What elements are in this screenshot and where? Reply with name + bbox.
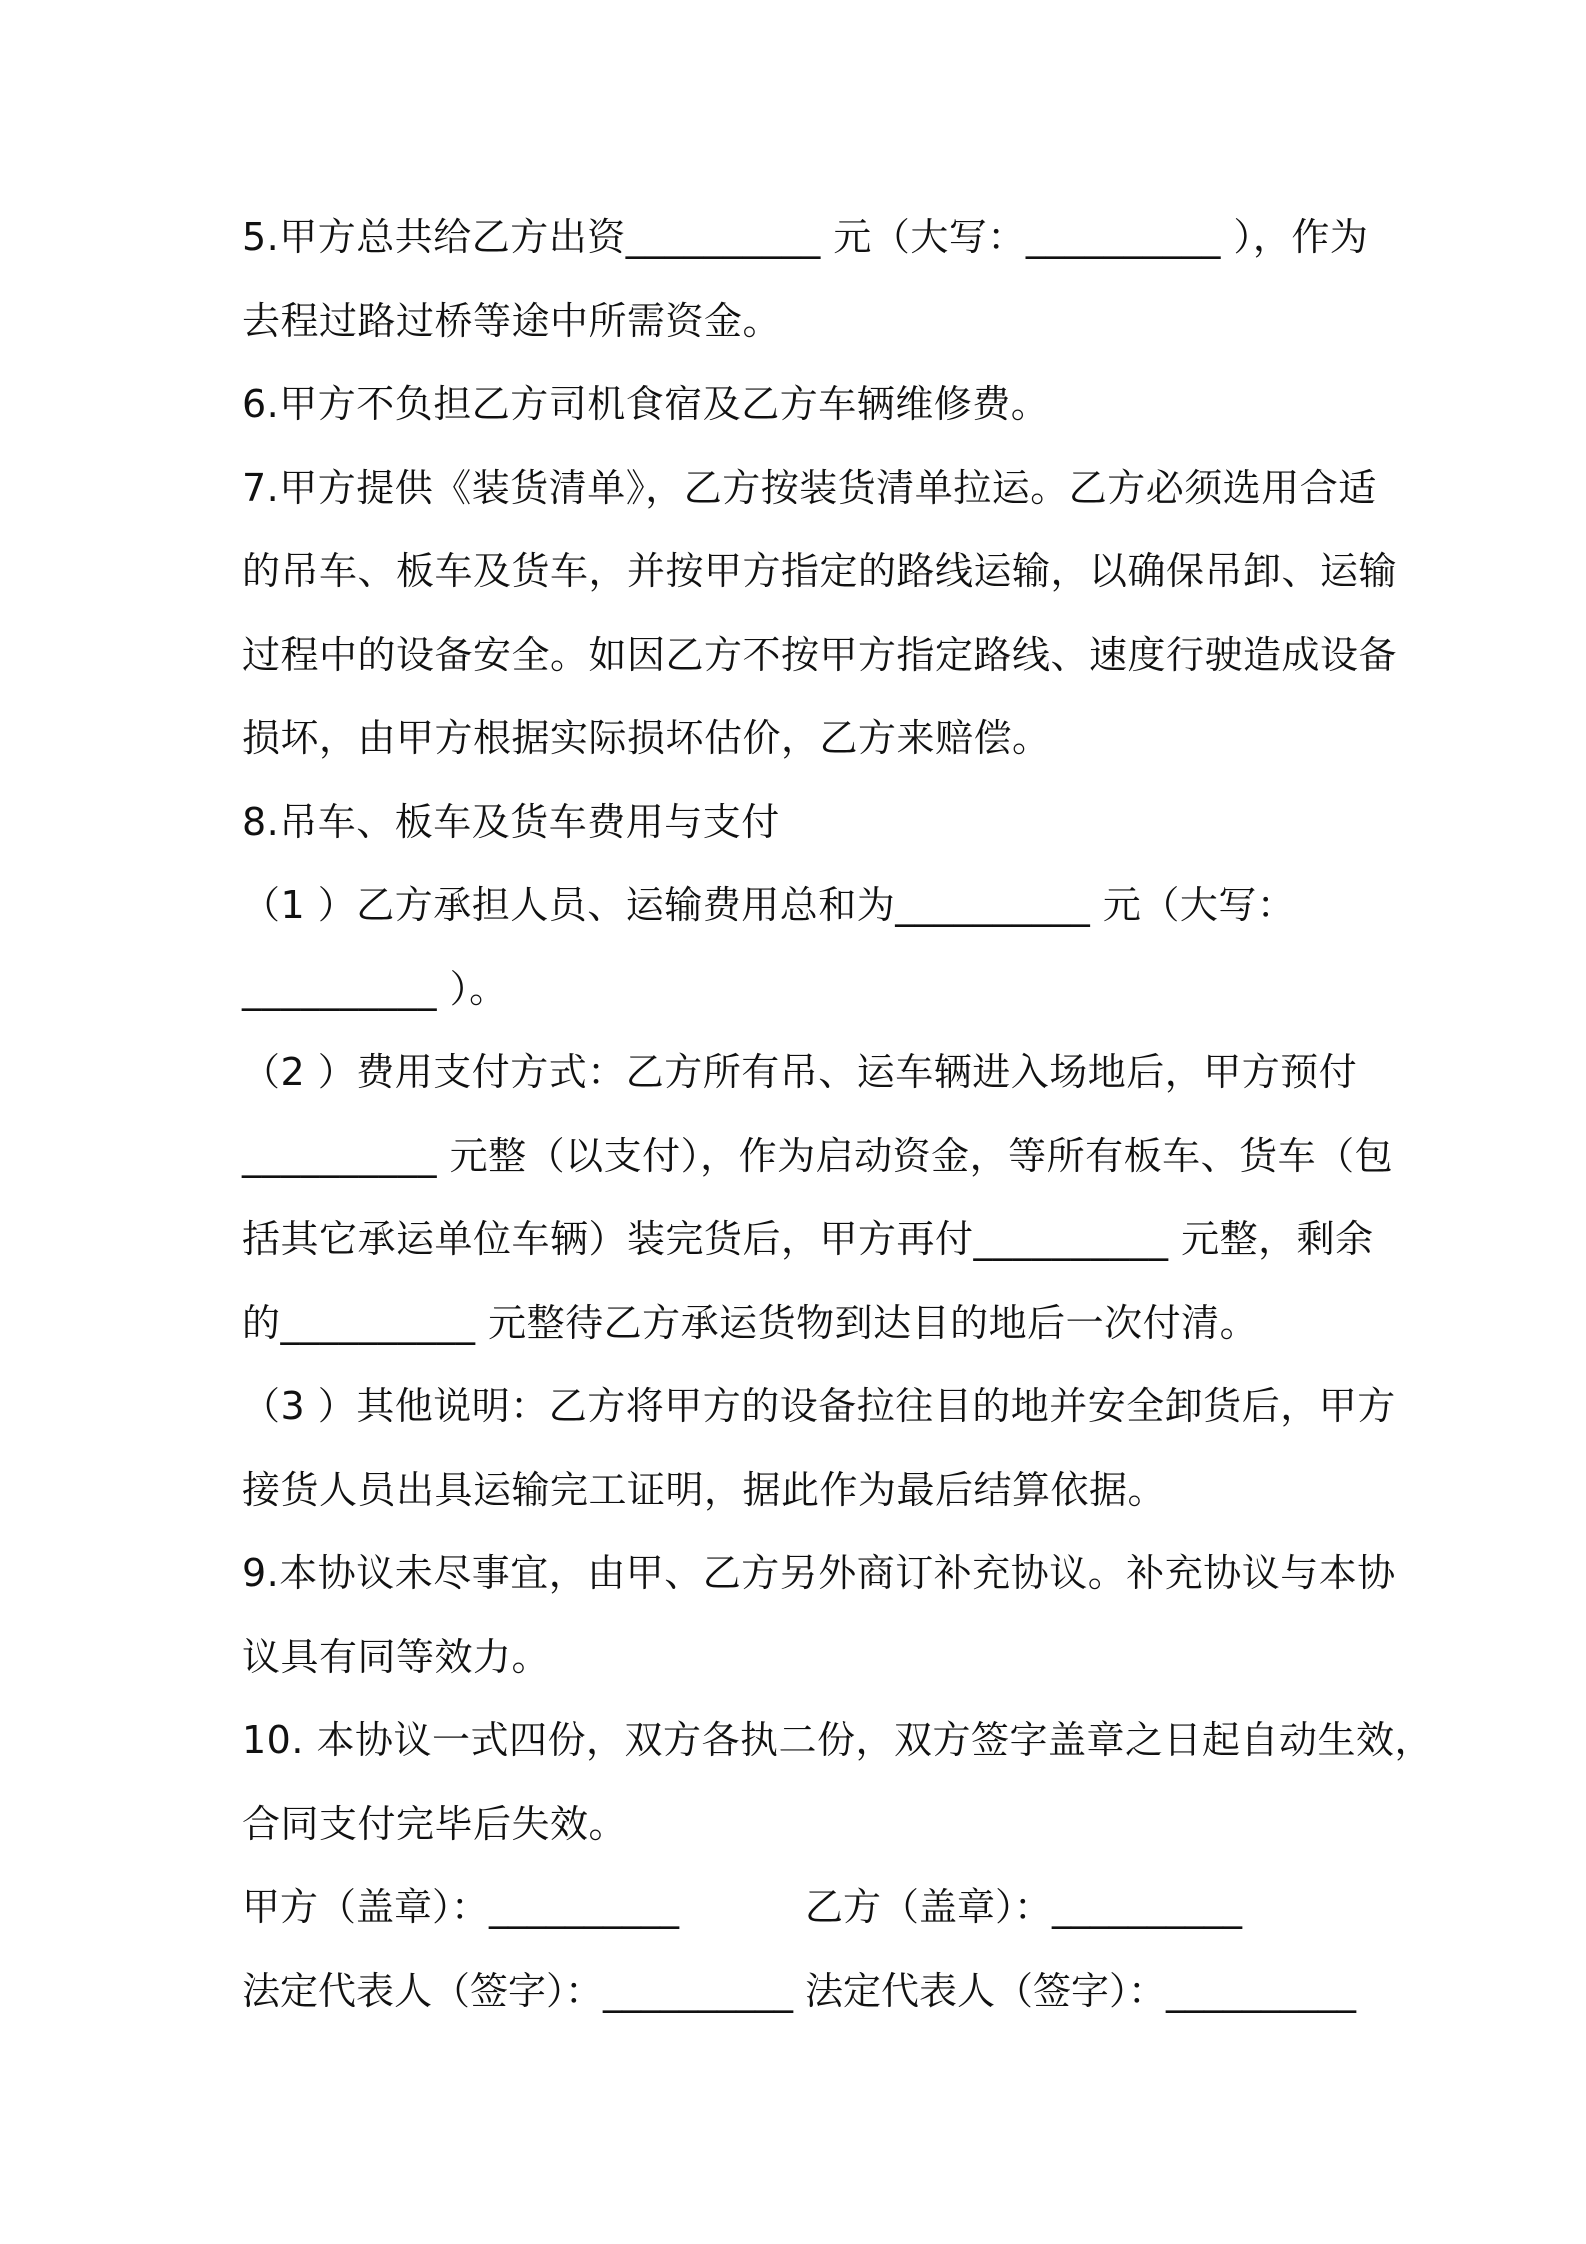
clause-9-line-1: 9.本协议未尽事宜，由甲、乙方另外商订补充协议。补充协议与本协 [242,1551,1396,1595]
clause-10-line-2: 合同支付完毕后失效。 [242,1801,628,1846]
clause-6: 6.甲方不负担乙方司机食宿及乙方车辆维修费。 [242,382,1050,426]
clause-8-2-line-3: 括其它承运单位车辆）装完货后，甲方再付__________ 元整，剩余 [242,1217,1374,1261]
clause-8-1-line-2: __________ ）。 [242,966,508,1011]
clause-5-line-2: 去程过路过桥等途中所需资金。 [242,298,782,343]
party-a-seal: 甲方（盖章）：__________ [242,1885,680,1929]
clause-9-line-2: 议具有同等效力。 [242,1634,551,1679]
party-b-seal: 乙方（盖章）：__________ [805,1885,1243,1929]
clause-8-heading: 8.吊车、板车及货车费用与支付 [242,799,780,844]
clause-8-2-line-4: 的__________ 元整待乙方承运货物到达目的地后一次付清。 [242,1300,1259,1345]
party-b-representative: 法定代表人（签字）：__________ [805,1968,1357,2013]
clause-5-line-1: 5.甲方总共给乙方出资__________ 元（大写：__________ ），作为 [242,215,1369,259]
document-body [242,196,1434,2033]
clause-8-3-line-2: 接货人员出具运输完工证明，据此作为最后结算依据。 [242,1467,1167,1512]
clause-8-2-line-2: __________ 元整（以支付），作为启动资金，等所有板车、货车（包 [242,1133,1394,1178]
clause-7-line-1: 7.甲方提供《装货清单》，乙方按装货清单拉运。乙方必须选用合适 [242,465,1377,510]
clause-7-line-4: 损坏，由甲方根据实际损坏估价，乙方来赔偿。 [242,716,1051,760]
representative-row [242,1950,1357,2034]
seal-row [242,1866,1354,1950]
clause-7-line-3: 过程中的设备安全。如因乙方不按甲方指定路线、速度行驶造成设备 [242,632,1398,677]
clause-8-2-line-1: （2 ）费用支付方式：乙方所有吊、运车辆进入场地后，甲方预付 [242,1050,1358,1094]
clause-10-line-1: 10. 本协议一式四份，双方各执二份，双方签字盖章之日起自动生效， [242,1718,1434,1762]
party-a-representative: 法定代表人（签字）：__________ [242,1968,794,2013]
clause-7-line-2: 的吊车、板车及货车，并按甲方指定的路线运输，以确保吊卸、运输 [242,549,1398,593]
clause-8-1-line-1: （1 ）乙方承担人员、运输费用总和为__________ 元（大写： [242,883,1296,927]
clause-8-3-line-1: （3 ）其他说明：乙方将甲方的设备拉往目的地并安全卸货后，甲方 [242,1384,1396,1428]
